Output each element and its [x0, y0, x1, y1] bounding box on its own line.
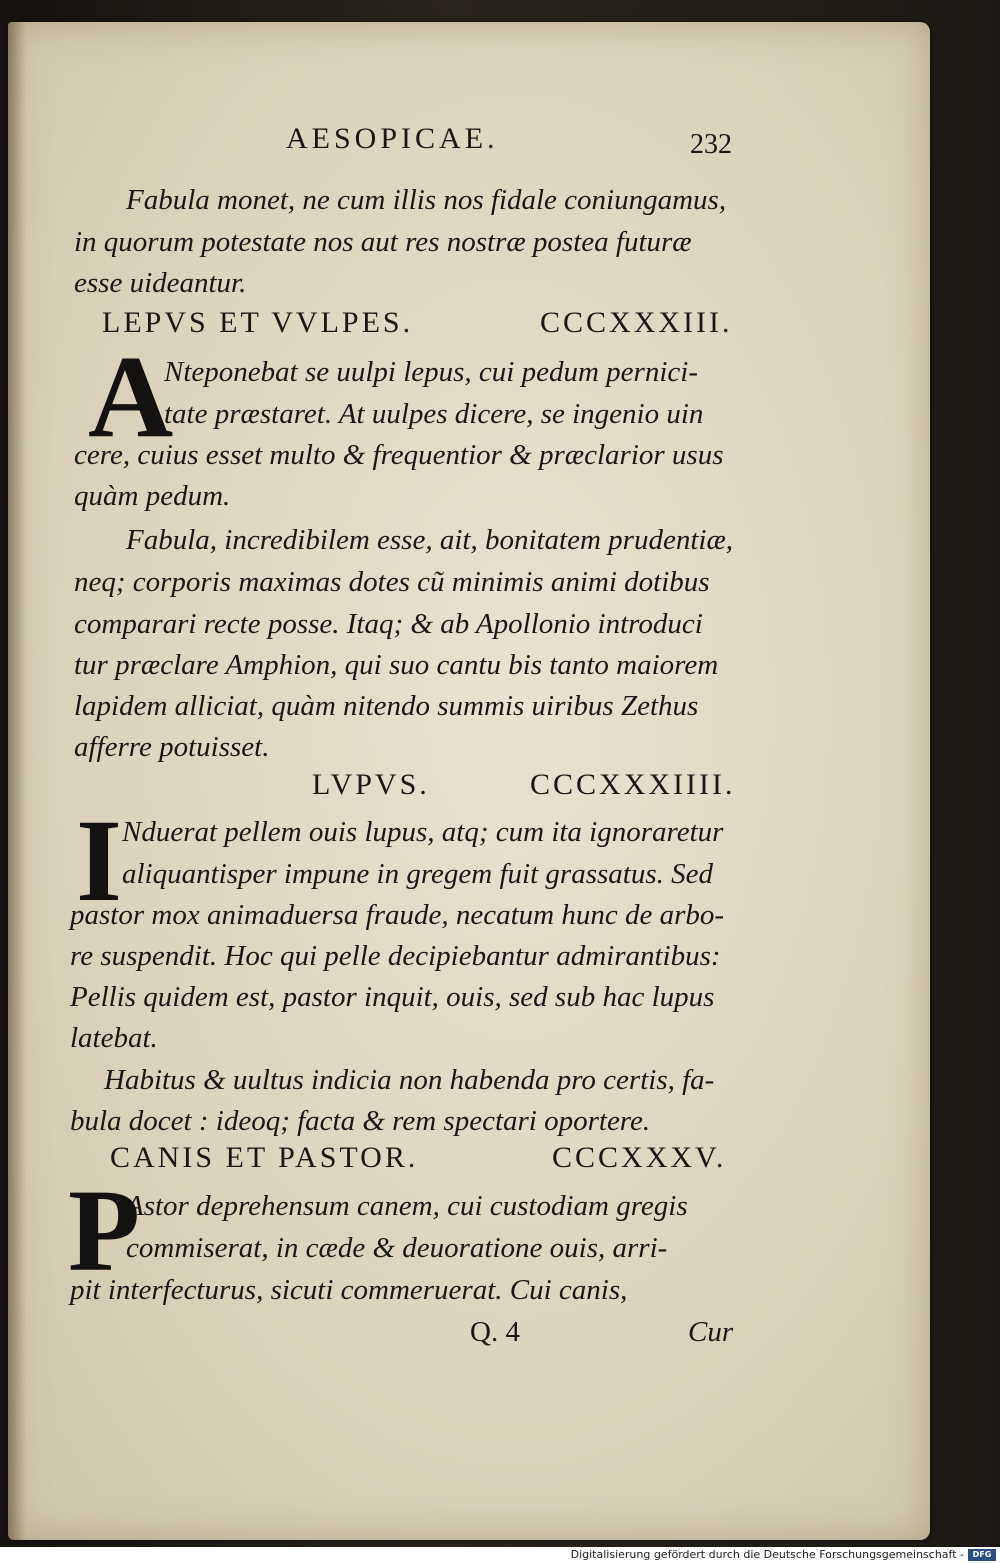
text-line: Astor deprehensum canem, cui custodiam gregis: [126, 1190, 688, 1222]
moral-line: bula docet : ideoq; facta & rem spectari oportere.: [70, 1105, 651, 1137]
moral-line: Habitus & uultus indicia non habenda pro certis, fa-: [104, 1064, 715, 1096]
text-line: Pellis quidem est, pastor inquit, ouis, sed sub hac lupus: [70, 981, 715, 1013]
drop-capital: I: [76, 795, 122, 926]
page-gutter-shadow: [8, 22, 26, 1540]
catchword: Cur: [688, 1316, 734, 1348]
text-line: in quorum potestate nos aut res nostræ postea futuræ: [74, 226, 692, 258]
moral-line: afferre potuisset.: [74, 731, 270, 763]
text-line: latebat.: [70, 1022, 158, 1054]
fable-number: CCCXXXIII.: [540, 306, 733, 339]
text-line: esse uideantur.: [74, 267, 247, 299]
dfg-logo-icon: DFG: [968, 1549, 996, 1561]
text-line: tate præstaret. At uulpes dicere, se ingenio uin: [164, 398, 704, 430]
moral-line: tur præclare Amphion, qui suo cantu bis tanto maiorem: [74, 649, 719, 681]
moral-line: comparari recte posse. Itaq; & ab Apollonio introduci: [74, 608, 703, 640]
text-line: Fabula monet, ne cum illis nos fidale coniungamus,: [126, 184, 727, 216]
fable-number: CCCXXXIIII.: [530, 768, 736, 801]
text-line: pit interfecturus, sicuti commeruerat. Cui canis,: [70, 1274, 628, 1306]
moral-line: neq; corporis maximas dotes cũ minimis animi dotibus: [74, 566, 710, 598]
moral-line: Fabula, incredibilem esse, ait, bonitatem prudentiæ,: [126, 524, 734, 556]
text-line: re suspendit. Hoc qui pelle decipiebantur admirantibus:: [70, 940, 721, 972]
drop-capital: P: [68, 1165, 141, 1296]
drop-capital: A: [88, 331, 174, 462]
fable-title: LEPVS ET VVLPES.: [102, 306, 414, 339]
page-number: 232: [690, 129, 732, 160]
fable-title: LVPVS.: [312, 768, 430, 801]
text-line: cere, cuius esset multo & frequentior & præclarior usus: [74, 439, 724, 471]
text-line: pastor mox animaduersa fraude, necatum hunc de arbo-: [70, 899, 725, 931]
text-line: commiserat, in cæde & deuoratione ouis, arri-: [126, 1232, 668, 1264]
moral-line: lapidem alliciat, quàm nitendo summis uiribus Zethus: [74, 690, 699, 722]
text-line: quàm pedum.: [74, 480, 231, 512]
footer-credit: Digitalisierung gefördert durch die Deutsche Forschungsgemeinschaft -: [570, 1548, 964, 1561]
fable-number: CCCXXXV.: [552, 1141, 727, 1174]
fable-title: CANIS ET PASTOR.: [110, 1141, 419, 1174]
running-title: AESOPICAE.: [286, 122, 499, 155]
signature-mark: Q. 4: [470, 1316, 520, 1348]
text-line: Nduerat pellem ouis lupus, atq; cum ita ignoraretur: [122, 816, 724, 848]
digitization-footer: [0, 1547, 1000, 1563]
text-line: aliquantisper impune in gregem fuit grassatus. Sed: [122, 858, 713, 890]
text-line: Nteponebat se uulpi lepus, cui pedum pernici-: [164, 356, 698, 388]
